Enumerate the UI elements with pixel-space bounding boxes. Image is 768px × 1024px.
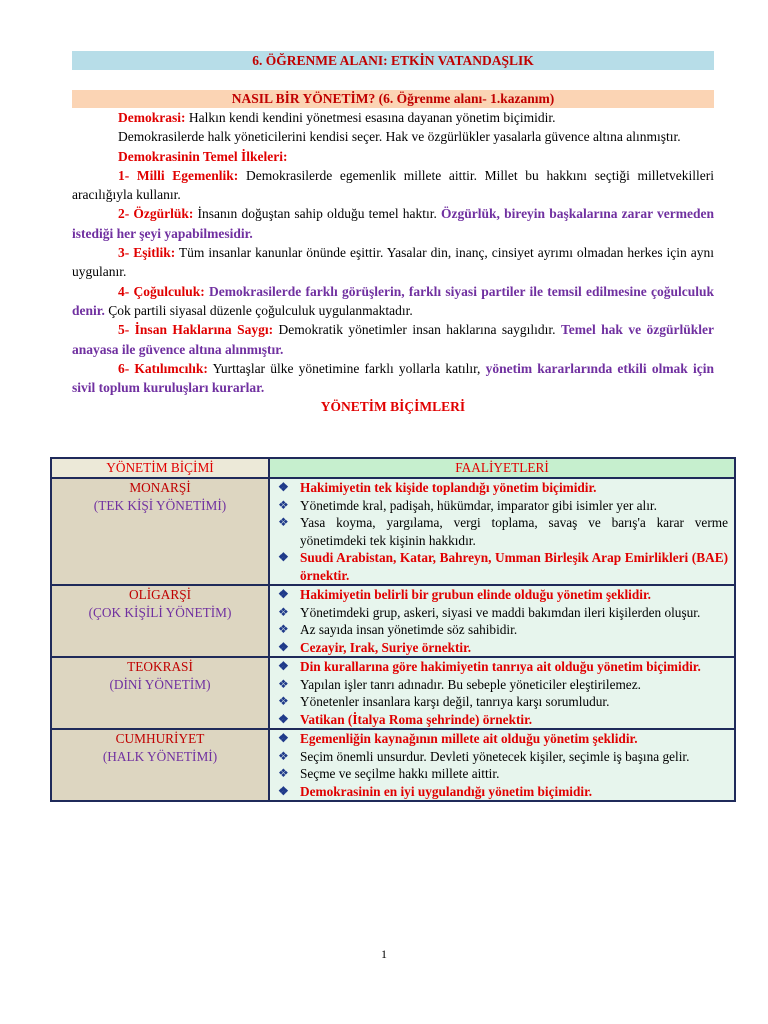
- principle-3: [72, 243, 714, 282]
- list-item: [278, 748, 728, 766]
- list-item-text: Yönetimdeki grup, askeri, siyasi ve maddi bakımdan ileri kişilerden oluşur.: [300, 604, 701, 620]
- diamond-bullet-icon: ❖: [278, 659, 289, 673]
- list-item: [278, 621, 728, 639]
- list-item-text: Egemenliğin kaynağının millete ait olduğu yönetim şeklidir.: [300, 731, 638, 746]
- government-form-cell: [51, 478, 269, 585]
- diamond-bullet-icon: ❖: [278, 694, 289, 708]
- diamond-bullet-icon: ❖: [278, 711, 289, 726]
- principle-label: 5- İnsan Haklarına Saygı:: [118, 322, 274, 338]
- diamond-bullet-icon: ❖: [278, 550, 289, 564]
- list-item-text: Vatikan (İtalya Roma şehrinde) örnektir.: [300, 711, 533, 727]
- list-item: [278, 604, 728, 622]
- activities-cell: [269, 478, 735, 585]
- diamond-bullet-icon: ❖: [278, 515, 289, 529]
- list-item-text: Demokrasinin en iyi uygulandığı yönetim biçimidir.: [300, 783, 593, 799]
- list-item: [278, 711, 728, 729]
- table-row: [51, 657, 735, 729]
- list-item-text: Yönetimde kral, padişah, hükümdar, imparator gibi isimler yer alır.: [300, 497, 657, 513]
- list-item: [278, 586, 728, 604]
- page-number: 1: [381, 947, 387, 961]
- government-form-subtitle: (TEK KİŞİ YÖNETİMİ): [93, 497, 227, 513]
- list-item-text: Seçim önemli unsurdur. Devleti yönetecek kişiler, seçimle iş başına gelir.: [300, 748, 690, 764]
- forms-heading: YÖNETİM BİÇİMLERİ: [320, 399, 466, 415]
- list-item: [278, 783, 728, 801]
- principle-text: Tüm insanlar kanunlar önünde eşittir. Yasalar din, inanç, cinsiyet ayrımı olmadan herkes için aynı uygulanır.: [72, 245, 714, 280]
- list-item: [278, 497, 728, 515]
- diamond-bullet-icon: ❖: [278, 604, 289, 619]
- diamond-bullet-icon: ❖: [278, 676, 289, 691]
- diamond-bullet-icon: ❖: [278, 497, 289, 512]
- principle-label: 6- Katılımcılık:: [118, 360, 208, 376]
- diamond-bullet-icon: ❖: [278, 766, 289, 780]
- paragraph-intro: Demokrasilerde halk yöneticilerini kendisi seçer. Hak ve özgürlükler yasalarla güvence altına alınmıştır.: [118, 129, 681, 145]
- activities-list: [270, 586, 734, 656]
- diamond-bullet-icon: ❖: [278, 731, 289, 745]
- principle-highlight: Özgürlük, bireyin başkalarına zarar vermeden istediği her şeyi yapabilmesidir.: [72, 206, 714, 241]
- activities-list: [270, 730, 734, 800]
- list-item: [278, 765, 728, 783]
- activities-cell: [269, 585, 735, 657]
- diamond-bullet-icon: ❖: [278, 480, 289, 494]
- principle-highlight: Demokrasilerde farklı görüşlerin, farklı siyasi partiler ile temsil edilmesine çoğulculuk denir.: [72, 283, 714, 318]
- list-item: [278, 479, 728, 497]
- diamond-bullet-icon: ❖: [278, 783, 289, 798]
- page-title: 6. ÖĞRENME ALANI: ETKİN VATANDAŞLIK: [72, 51, 714, 70]
- activities-cell: [269, 657, 735, 729]
- table-body: [51, 478, 735, 801]
- diamond-bullet-icon: ❖: [278, 639, 289, 654]
- government-form-name: CUMHURİYET: [115, 731, 205, 746]
- list-item-text: Hakimiyetin tek kişide toplandığı yönetim biçimidir.: [300, 480, 597, 495]
- principle-label: 4- Çoğulculuk:: [118, 283, 205, 299]
- principle-text: İnsanın doğuştan sahip olduğu temel haktır.: [193, 206, 442, 222]
- list-item-text: Yasa koyma, yargılama, vergi toplama, savaş ve barış'a karar verme yönetimdeki tek kişinin hakkıdır.: [300, 515, 728, 548]
- activities-list: [270, 658, 734, 728]
- list-item-text: Cezayir, Irak, Suriye örnektir.: [300, 639, 472, 655]
- government-form-subtitle: (DİNİ YÖNETİM): [109, 676, 211, 692]
- list-item-text: Yapılan işler tanrı adınadır. Bu sebeple yöneticiler eleştirilemez.: [300, 676, 641, 692]
- diamond-bullet-icon: ❖: [278, 587, 289, 601]
- list-item: [278, 639, 728, 657]
- paragraph-demokrasi: [72, 108, 714, 127]
- government-form-name: TEOKRASİ: [127, 659, 193, 674]
- section-title: NASIL BİR YÖNETİM? (6. Öğrenme alanı- 1.kazanım): [72, 90, 714, 108]
- principle-5: [72, 320, 714, 359]
- body-text: [72, 108, 714, 417]
- principle-6: [72, 359, 714, 398]
- list-item: [278, 730, 728, 748]
- table-row: [51, 729, 735, 801]
- definition-demokrasi: Halkın kendi kendini yönetmesi esasına dayanan yönetim biçimidir.: [185, 110, 556, 125]
- principle-highlight: yönetim kararlarında etkili olmak için sivil toplum kuruluşları kurarlar.: [72, 360, 714, 396]
- government-form-cell: [51, 729, 269, 801]
- list-item-text: Hakimiyetin belirli bir grubun elinde olduğu yönetim şeklidir.: [300, 587, 651, 602]
- list-item: [278, 693, 728, 711]
- government-form-subtitle: (HALK YÖNETİMİ): [102, 748, 218, 764]
- list-item: [278, 514, 728, 549]
- principle-1: [72, 166, 714, 205]
- column-header-form: YÖNETİM BİÇİMİ: [51, 458, 269, 478]
- principle-label: 1- Milli Egemenlik:: [118, 167, 239, 183]
- principle-label: 3- Eşitlik:: [118, 245, 176, 261]
- activities-list: [270, 479, 734, 584]
- government-form-cell: [51, 585, 269, 657]
- list-item-text: Din kurallarına göre hakimiyetin tanrıya ait olduğu yönetim biçimidir.: [300, 659, 701, 674]
- activities-cell: [269, 729, 735, 801]
- list-item: [278, 549, 728, 584]
- list-item-text: Seçme ve seçilme hakkı millete aittir.: [300, 766, 500, 781]
- principle-label: 2- Özgürlük:: [118, 206, 194, 222]
- table-header-row: [51, 458, 735, 478]
- diamond-bullet-icon: ❖: [278, 748, 289, 763]
- list-item-text: Az sayıda insan yönetimde söz sahibidir.: [300, 622, 518, 637]
- diamond-bullet-icon: ❖: [278, 622, 289, 636]
- principle-text: Demokratik yönetimler insan haklarına saygılıdır.: [273, 322, 561, 338]
- principle-text: Çok partili siyasal düzenle çoğulculuk uygulanmaktadır.: [104, 302, 413, 318]
- principles-heading: Demokrasinin Temel İlkeleri:: [118, 148, 288, 164]
- principle-text: Yurttaşlar ülke yönetimine farklı yollarla katılır,: [207, 360, 486, 376]
- government-form-cell: [51, 657, 269, 729]
- principle-text: Demokrasilerde egemenlik millete aittir. Millet bu hakkını seçtiği milletvekilleri aracılığıyla kullanır.: [72, 167, 714, 203]
- column-header-activities: FAALİYETLERİ: [269, 458, 735, 478]
- government-forms-table: [50, 457, 736, 802]
- table-row: [51, 478, 735, 585]
- principle-2: [72, 204, 714, 243]
- list-item: [278, 658, 728, 676]
- government-form-subtitle: (ÇOK KİŞİLİ YÖNETİM): [88, 604, 232, 620]
- principle-4: [72, 282, 714, 321]
- principle-highlight: Temel hak ve özgürlükler anayasa ile güvence altına alınmıştır.: [72, 322, 715, 357]
- term-demokrasi: Demokrasi:: [118, 110, 186, 125]
- list-item: [278, 676, 728, 694]
- list-item-text: Suudi Arabistan, Katar, Bahreyn, Umman Birleşik Arap Emirlikleri (BAE) örnektir.: [300, 550, 728, 583]
- table-row: [51, 585, 735, 657]
- government-form-name: MONARŞİ: [129, 480, 191, 495]
- government-form-name: OLİGARŞİ: [128, 587, 192, 602]
- list-item-text: Yönetenler insanlara karşı değil, tanrıya karşı sorumludur.: [300, 694, 610, 709]
